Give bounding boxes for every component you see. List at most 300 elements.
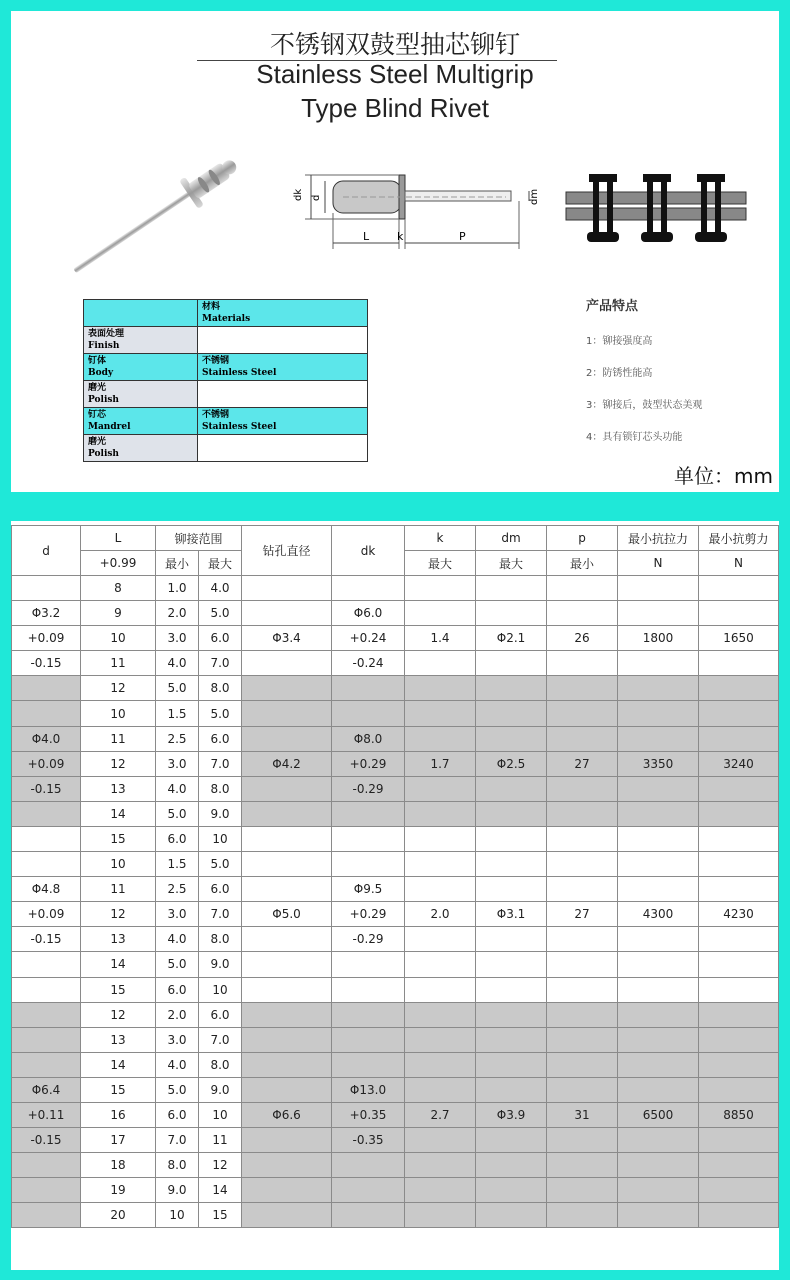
table-cell bbox=[12, 852, 81, 877]
table-cell bbox=[405, 651, 476, 676]
table-cell: 10 bbox=[81, 852, 156, 877]
table-cell: 4.0 bbox=[199, 576, 242, 601]
table-cell bbox=[242, 676, 332, 701]
materials-row bbox=[84, 327, 368, 354]
table-cell: 14 bbox=[199, 1178, 242, 1203]
table-cell: 1.0 bbox=[156, 576, 199, 601]
table-cell: 3350 bbox=[618, 751, 699, 776]
table-cell bbox=[699, 877, 779, 902]
table-cell bbox=[618, 651, 699, 676]
table-cell bbox=[699, 601, 779, 626]
table-cell: 10 bbox=[199, 1102, 242, 1127]
materials-label bbox=[84, 408, 198, 435]
table-cell bbox=[242, 952, 332, 977]
table-cell: 3240 bbox=[699, 751, 779, 776]
table-cell bbox=[332, 1002, 405, 1027]
table-cell bbox=[12, 1027, 81, 1052]
table-cell bbox=[476, 1027, 547, 1052]
header-L-tol: +0.99 bbox=[81, 551, 156, 576]
table-cell: 9.0 bbox=[156, 1178, 199, 1203]
table-cell bbox=[618, 1153, 699, 1178]
table-cell bbox=[242, 1203, 332, 1228]
value-cn: 不锈钢 bbox=[202, 356, 230, 366]
table-cell bbox=[699, 1128, 779, 1153]
table-cell: 11 bbox=[81, 651, 156, 676]
table-cell bbox=[618, 826, 699, 851]
table-cell bbox=[476, 927, 547, 952]
table-cell bbox=[242, 877, 332, 902]
table-row bbox=[12, 902, 779, 927]
table-cell: Φ5.0 bbox=[242, 902, 332, 927]
table-cell: 6.0 bbox=[199, 726, 242, 751]
table-cell bbox=[332, 1153, 405, 1178]
table-cell: 7.0 bbox=[199, 651, 242, 676]
table-cell: 6.0 bbox=[199, 1002, 242, 1027]
table-cell bbox=[547, 1203, 618, 1228]
table-cell bbox=[547, 1052, 618, 1077]
table-row bbox=[12, 1077, 779, 1102]
table-cell bbox=[547, 1002, 618, 1027]
table-cell bbox=[699, 801, 779, 826]
table-cell: 8.0 bbox=[199, 1052, 242, 1077]
table-cell bbox=[332, 576, 405, 601]
table-cell: 8.0 bbox=[199, 927, 242, 952]
table-cell bbox=[242, 927, 332, 952]
table-cell: 10 bbox=[156, 1203, 199, 1228]
table-cell: 2.5 bbox=[156, 877, 199, 902]
table-cell bbox=[618, 1052, 699, 1077]
table-cell: 6.0 bbox=[199, 877, 242, 902]
table-cell: 10 bbox=[81, 701, 156, 726]
table-cell bbox=[476, 877, 547, 902]
table-cell bbox=[476, 1077, 547, 1102]
table-cell bbox=[699, 1203, 779, 1228]
table-cell: +0.09 bbox=[12, 902, 81, 927]
table-cell: 8850 bbox=[699, 1102, 779, 1127]
materials-value bbox=[198, 408, 368, 435]
table-cell bbox=[476, 1128, 547, 1153]
table-cell bbox=[12, 977, 81, 1002]
table-cell bbox=[547, 852, 618, 877]
table-cell bbox=[547, 1077, 618, 1102]
table-cell: 10 bbox=[199, 977, 242, 1002]
table-cell: Φ3.4 bbox=[242, 626, 332, 651]
table-cell bbox=[618, 977, 699, 1002]
table-cell bbox=[242, 826, 332, 851]
table-cell bbox=[699, 977, 779, 1002]
label-cn: 表面处理 bbox=[88, 329, 125, 339]
table-cell: -0.24 bbox=[332, 651, 405, 676]
table-cell: 2.0 bbox=[156, 601, 199, 626]
table-cell bbox=[405, 676, 476, 701]
table-cell bbox=[332, 852, 405, 877]
table-cell bbox=[618, 1128, 699, 1153]
table-cell: -0.35 bbox=[332, 1128, 405, 1153]
table-cell bbox=[618, 1027, 699, 1052]
table-row bbox=[12, 651, 779, 676]
table-cell: 6.0 bbox=[156, 1102, 199, 1127]
table-cell bbox=[405, 776, 476, 801]
table-cell bbox=[618, 676, 699, 701]
table-cell: Φ3.1 bbox=[476, 902, 547, 927]
table-cell bbox=[618, 801, 699, 826]
table-cell: 5.0 bbox=[199, 852, 242, 877]
materials-header-cn: 材料 bbox=[202, 302, 221, 312]
table-cell: 6.0 bbox=[199, 626, 242, 651]
table-cell bbox=[699, 1178, 779, 1203]
table-cell: 5.0 bbox=[156, 801, 199, 826]
table-cell: -0.29 bbox=[332, 776, 405, 801]
table-cell: Φ6.4 bbox=[12, 1077, 81, 1102]
table-cell bbox=[12, 1002, 81, 1027]
table-cell bbox=[242, 852, 332, 877]
table-cell: 3.0 bbox=[156, 626, 199, 651]
table-cell: 8.0 bbox=[199, 776, 242, 801]
table-cell: Φ4.8 bbox=[12, 877, 81, 902]
materials-header-cell bbox=[198, 300, 368, 327]
table-cell bbox=[332, 826, 405, 851]
table-cell: +0.35 bbox=[332, 1102, 405, 1127]
table-cell: 4.0 bbox=[156, 927, 199, 952]
table-cell bbox=[699, 952, 779, 977]
table-cell: 9.0 bbox=[199, 952, 242, 977]
table-cell: +0.09 bbox=[12, 751, 81, 776]
label-cn: 磨光 bbox=[88, 437, 107, 447]
title-chinese: 不锈钢双鼓型抽芯铆钉 bbox=[269, 30, 520, 59]
table-cell bbox=[405, 952, 476, 977]
materials-row bbox=[84, 354, 368, 381]
product-features bbox=[586, 295, 702, 460]
table-cell bbox=[405, 701, 476, 726]
table-cell bbox=[547, 977, 618, 1002]
table-cell: 1650 bbox=[699, 626, 779, 651]
table-row bbox=[12, 952, 779, 977]
table-cell bbox=[547, 801, 618, 826]
materials-value bbox=[198, 354, 368, 381]
value-en: Stainless Steel bbox=[202, 422, 277, 432]
table-cell bbox=[242, 726, 332, 751]
table-cell: 12 bbox=[81, 1002, 156, 1027]
materials-row bbox=[84, 408, 368, 435]
table-cell bbox=[476, 852, 547, 877]
label-dm: dm bbox=[529, 188, 540, 205]
table-cell bbox=[699, 676, 779, 701]
table-cell: 9.0 bbox=[199, 801, 242, 826]
table-cell: Φ6.6 bbox=[242, 1102, 332, 1127]
table-cell: 7.0 bbox=[156, 1128, 199, 1153]
table-cell bbox=[12, 576, 81, 601]
header-L: L bbox=[81, 526, 156, 551]
header-dm-max: 最大 bbox=[476, 551, 547, 576]
materials-value bbox=[198, 435, 368, 462]
table-cell bbox=[699, 1027, 779, 1052]
table-cell: 13 bbox=[81, 776, 156, 801]
table-cell: 2.0 bbox=[156, 1002, 199, 1027]
table-cell: 15 bbox=[199, 1203, 242, 1228]
spec-table-body bbox=[12, 576, 779, 1228]
table-cell bbox=[618, 1002, 699, 1027]
table-cell bbox=[405, 801, 476, 826]
spec-header-row-1 bbox=[12, 526, 779, 551]
table-cell: 2.5 bbox=[156, 726, 199, 751]
table-cell bbox=[476, 1052, 547, 1077]
label-en: Polish bbox=[88, 395, 119, 405]
installation-illustration bbox=[561, 166, 751, 246]
table-cell bbox=[332, 1052, 405, 1077]
table-cell bbox=[242, 701, 332, 726]
feature-item: 1：铆接强度高 bbox=[586, 336, 653, 347]
table-cell: 12 bbox=[199, 1153, 242, 1178]
table-cell: 10 bbox=[199, 826, 242, 851]
materials-label bbox=[84, 354, 198, 381]
table-cell: +0.09 bbox=[12, 626, 81, 651]
table-cell bbox=[476, 1153, 547, 1178]
table-cell bbox=[332, 1027, 405, 1052]
table-cell bbox=[405, 576, 476, 601]
table-cell bbox=[242, 1002, 332, 1027]
table-cell bbox=[699, 852, 779, 877]
label-k: k bbox=[397, 230, 404, 243]
table-cell: -0.15 bbox=[12, 776, 81, 801]
table-cell: Φ4.0 bbox=[12, 726, 81, 751]
table-cell bbox=[12, 701, 81, 726]
label-d: d bbox=[311, 194, 322, 201]
table-cell bbox=[476, 1178, 547, 1203]
table-cell: 4.0 bbox=[156, 1052, 199, 1077]
table-cell bbox=[332, 676, 405, 701]
table-cell bbox=[12, 952, 81, 977]
table-cell bbox=[405, 1027, 476, 1052]
table-cell bbox=[618, 726, 699, 751]
label-en: Polish bbox=[88, 449, 119, 459]
table-cell: Φ2.1 bbox=[476, 626, 547, 651]
table-cell bbox=[699, 701, 779, 726]
table-cell: 3.0 bbox=[156, 751, 199, 776]
unit-label: 单位：mm bbox=[674, 464, 773, 488]
table-cell bbox=[476, 601, 547, 626]
table-cell bbox=[547, 726, 618, 751]
materials-header-en: Materials bbox=[202, 314, 251, 324]
table-cell bbox=[405, 1077, 476, 1102]
table-cell bbox=[242, 1027, 332, 1052]
header-p: p bbox=[547, 526, 618, 551]
table-cell bbox=[405, 726, 476, 751]
table-cell bbox=[618, 1178, 699, 1203]
table-cell bbox=[699, 927, 779, 952]
table-cell bbox=[547, 1128, 618, 1153]
table-cell bbox=[699, 1052, 779, 1077]
table-cell bbox=[547, 1178, 618, 1203]
table-cell: 5.0 bbox=[156, 676, 199, 701]
table-cell: 6500 bbox=[618, 1102, 699, 1127]
table-cell bbox=[242, 1153, 332, 1178]
table-cell: 15 bbox=[81, 977, 156, 1002]
materials-label bbox=[84, 435, 198, 462]
table-cell bbox=[547, 1027, 618, 1052]
table-cell bbox=[618, 927, 699, 952]
table-cell: 3.0 bbox=[156, 1027, 199, 1052]
table-cell bbox=[547, 701, 618, 726]
table-cell bbox=[476, 726, 547, 751]
table-cell bbox=[242, 651, 332, 676]
table-row bbox=[12, 1052, 779, 1077]
table-cell: 13 bbox=[81, 927, 156, 952]
table-cell bbox=[405, 601, 476, 626]
label-cn: 钉芯 bbox=[88, 410, 107, 420]
table-cell: +0.29 bbox=[332, 902, 405, 927]
table-cell: 8.0 bbox=[199, 676, 242, 701]
table-cell bbox=[547, 927, 618, 952]
table-cell: 1.7 bbox=[405, 751, 476, 776]
table-row bbox=[12, 676, 779, 701]
table-cell bbox=[332, 701, 405, 726]
table-cell: 11 bbox=[199, 1128, 242, 1153]
feature-item: 4：具有锁钉芯头功能 bbox=[586, 432, 683, 443]
table-cell bbox=[547, 676, 618, 701]
rivet-dimension-diagram bbox=[291, 161, 541, 251]
table-cell: 14 bbox=[81, 1052, 156, 1077]
spec-table bbox=[11, 525, 779, 1228]
table-cell bbox=[405, 927, 476, 952]
table-cell bbox=[618, 701, 699, 726]
table-cell bbox=[618, 776, 699, 801]
materials-row bbox=[84, 435, 368, 462]
table-cell bbox=[405, 977, 476, 1002]
table-cell: -0.29 bbox=[332, 927, 405, 952]
header-tensile-unit: N bbox=[618, 551, 699, 576]
table-cell bbox=[12, 676, 81, 701]
table-cell bbox=[618, 1203, 699, 1228]
table-cell: Φ13.0 bbox=[332, 1077, 405, 1102]
table-row bbox=[12, 877, 779, 902]
materials-row bbox=[84, 381, 368, 408]
label-P: P bbox=[459, 230, 466, 243]
table-cell bbox=[242, 776, 332, 801]
table-cell: 5.0 bbox=[199, 601, 242, 626]
table-row bbox=[12, 726, 779, 751]
table-cell: 31 bbox=[547, 1102, 618, 1127]
value-en: Stainless Steel bbox=[202, 368, 277, 378]
table-cell bbox=[547, 952, 618, 977]
table-cell bbox=[12, 801, 81, 826]
table-cell bbox=[476, 952, 547, 977]
header-dk: dk bbox=[332, 526, 405, 576]
header-k: k bbox=[405, 526, 476, 551]
feature-item: 2：防锈性能高 bbox=[586, 368, 653, 379]
table-cell bbox=[12, 1178, 81, 1203]
table-cell: 5.0 bbox=[156, 952, 199, 977]
table-cell: 3.0 bbox=[156, 902, 199, 927]
table-row bbox=[12, 826, 779, 851]
table-cell bbox=[547, 826, 618, 851]
table-cell: 16 bbox=[81, 1102, 156, 1127]
header-shear: 最小抗剪力 bbox=[699, 526, 779, 551]
materials-table bbox=[83, 299, 368, 462]
table-cell: +0.11 bbox=[12, 1102, 81, 1127]
table-cell bbox=[405, 1128, 476, 1153]
table-cell bbox=[332, 801, 405, 826]
table-cell bbox=[547, 576, 618, 601]
table-row bbox=[12, 977, 779, 1002]
table-cell bbox=[242, 977, 332, 1002]
table-cell bbox=[699, 726, 779, 751]
table-row bbox=[12, 576, 779, 601]
table-cell: 17 bbox=[81, 1128, 156, 1153]
feature-item: 3：铆接后，鼓型状态美观 bbox=[586, 400, 703, 411]
table-cell: 12 bbox=[81, 751, 156, 776]
table-cell: 27 bbox=[547, 902, 618, 927]
table-cell: 27 bbox=[547, 751, 618, 776]
table-cell bbox=[476, 676, 547, 701]
table-cell bbox=[476, 1203, 547, 1228]
table-cell bbox=[618, 601, 699, 626]
table-cell bbox=[242, 601, 332, 626]
table-row bbox=[12, 1153, 779, 1178]
header-k-max: 最大 bbox=[405, 551, 476, 576]
table-row bbox=[12, 927, 779, 952]
table-cell: 26 bbox=[547, 626, 618, 651]
table-cell bbox=[618, 1077, 699, 1102]
table-cell: 19 bbox=[81, 1178, 156, 1203]
table-cell: 7.0 bbox=[199, 1027, 242, 1052]
table-cell bbox=[476, 576, 547, 601]
table-cell: Φ2.5 bbox=[476, 751, 547, 776]
table-cell bbox=[547, 651, 618, 676]
table-cell bbox=[405, 877, 476, 902]
table-cell bbox=[242, 1052, 332, 1077]
label-cn: 钉体 bbox=[88, 356, 107, 366]
table-cell bbox=[242, 801, 332, 826]
table-cell bbox=[12, 1052, 81, 1077]
table-cell bbox=[405, 826, 476, 851]
table-cell: 8 bbox=[81, 576, 156, 601]
table-cell: Φ4.2 bbox=[242, 751, 332, 776]
table-cell bbox=[618, 852, 699, 877]
table-cell bbox=[242, 576, 332, 601]
header-shear-unit: N bbox=[699, 551, 779, 576]
table-cell: 6.0 bbox=[156, 977, 199, 1002]
table-cell: 4300 bbox=[618, 902, 699, 927]
table-cell: 1.5 bbox=[156, 701, 199, 726]
features-title: 产品特点 bbox=[586, 299, 639, 314]
table-cell bbox=[242, 1128, 332, 1153]
table-cell bbox=[699, 776, 779, 801]
table-cell bbox=[332, 952, 405, 977]
label-en: Mandrel bbox=[88, 422, 131, 432]
spec-table-panel bbox=[11, 521, 779, 1270]
materials-header-blank bbox=[84, 300, 198, 327]
table-row bbox=[12, 801, 779, 826]
table-cell: -0.15 bbox=[12, 1128, 81, 1153]
materials-value bbox=[198, 327, 368, 354]
table-row bbox=[12, 776, 779, 801]
table-cell: 15 bbox=[81, 826, 156, 851]
table-row bbox=[12, 1203, 779, 1228]
header-p-min: 最小 bbox=[547, 551, 618, 576]
table-row bbox=[12, 701, 779, 726]
rivet-photo bbox=[51, 156, 261, 281]
label-en: Finish bbox=[88, 341, 120, 351]
table-cell: 8.0 bbox=[156, 1153, 199, 1178]
header-grip-max: 最大 bbox=[199, 551, 242, 576]
table-cell bbox=[476, 1002, 547, 1027]
table-cell bbox=[547, 776, 618, 801]
header-grip-min: 最小 bbox=[156, 551, 199, 576]
table-cell: 1.4 bbox=[405, 626, 476, 651]
table-cell bbox=[405, 1178, 476, 1203]
table-cell bbox=[405, 1002, 476, 1027]
table-row bbox=[12, 626, 779, 651]
